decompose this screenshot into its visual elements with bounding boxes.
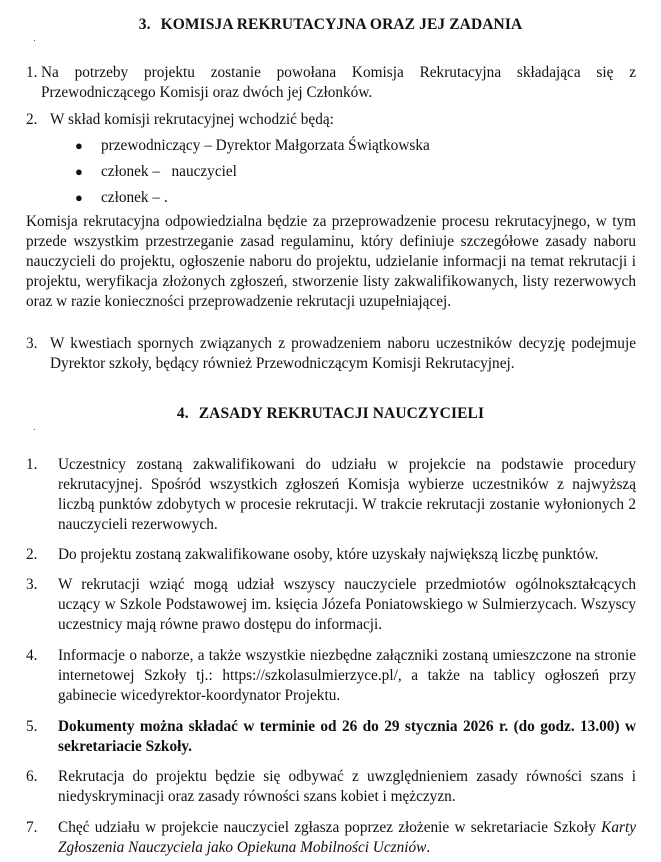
- section-3-title: KOMISJA REKRUTACYJNA ORAZ JEJ ZADANIA: [160, 16, 523, 33]
- bullet-text: przewodniczący – Dyrektor Małgorzata Świątkowska: [101, 137, 430, 154]
- item-number: 1.: [26, 64, 38, 81]
- item-text: W rekrutacji wziąć mogą udział wszyscy nauczyciele przedmiotów ogólnokształcących uczący w Szkole Podstawowej im. księcia Józefa Poniatowskiego w Sulmierzycach. Wszyscy uczestnicy mają równe prawo dostępu do informacji.: [58, 576, 636, 633]
- item-text: Na potrzeby projektu zostanie powołana Komisja Rekrutacyjna składająca się z Przewodniczącego Komisji oraz dwóch jej Członków.: [41, 64, 636, 101]
- bullet-item: [75, 162, 237, 182]
- item-number: 4.: [26, 647, 38, 664]
- item-number: 3.: [26, 335, 38, 352]
- item-text: W kwestiach spornych związanych z prowadzeniem naboru uczestników decyzję podejmuje Dyrektor szkoły, będący również Przewodniczącym Komisji Rekrutacyjnej.: [50, 335, 636, 372]
- bullet-item: [75, 136, 430, 156]
- item-text: Dokumenty można składać w terminie od 26 do 29 stycznia 2026 r. (do godz. 13.00) w sekretariacie Szkoły.: [58, 718, 636, 755]
- form-name: Karty Zgłoszenia Nauczyciela jako Opiekuna Mobilności Uczniów: [58, 819, 636, 856]
- bullet-icon: ●: [75, 138, 83, 153]
- s4-item-3: [26, 575, 636, 635]
- bullet-icon: ●: [75, 190, 83, 205]
- section-3-heading: [0, 16, 661, 34]
- s4-item-1: [26, 455, 636, 535]
- item-number: 3.: [26, 576, 38, 593]
- bullet-text: członek – .: [101, 189, 168, 206]
- item-text: Uczestnicy zostaną zakwalifikowani do udziału w projekcie na podstawie procedury rekrutacyjnej. Spośród wszystkich zgłoszeń Komisja wybierze uczestników z najwyższą liczbą punktów zdobytych w procesie rekrutacji. W trakcie rekrutacji zostanie wyłonionych 2 nauczycieli rezerwowych.: [58, 456, 636, 533]
- item-text: Rekrutacja do projektu będzie się odbywać z uwzględnieniem zasady równości szans i niedyskryminacji oraz zasady równości szans kobiet i mężczyzn.: [58, 768, 636, 805]
- s4-item-5: [26, 717, 636, 757]
- item-text: Do projektu zostaną zakwalifikowane osoby, które uzyskały największą liczbę punktów.: [58, 546, 599, 563]
- item-number: 6.: [26, 768, 38, 785]
- section-3-number: 3.: [138, 16, 151, 33]
- section-4-heading: [0, 405, 661, 423]
- item-text: [58, 818, 636, 858]
- section-4-title: ZASADY REKRUTACJI NAUCZYCIELI: [198, 405, 485, 422]
- item-text: Informacje o naborze, a także wszystkie niezbędne załączniki zostaną umieszczone na stronie internetowej Szkoły tj.: https://szkolasulmierzyce.pl/, a także na tablicy ogłoszeń przy gabinecie wicedyrektor-koordynator Projektu.: [58, 647, 636, 704]
- paragraph-mark: [34, 40, 35, 41]
- s3-item-1: [26, 63, 636, 103]
- s4-item-7: [26, 818, 636, 858]
- item-number: 2.: [26, 111, 38, 128]
- item-number: 1.: [26, 456, 38, 473]
- item-text-plain: Chęć udziału w projekcie nauczyciel zgłasza poprzez złożenie w sekretariacie Szkoły: [58, 819, 602, 836]
- item-text: W skład komisji rekrutacyjnej wchodzić będą:: [50, 111, 334, 128]
- bullet-icon: ●: [75, 164, 83, 179]
- item-number: 5.: [26, 718, 38, 735]
- s4-item-6: [26, 767, 636, 807]
- item-number: 2.: [26, 546, 38, 563]
- s3-item-2: [26, 110, 636, 130]
- paragraph-mark: [34, 429, 35, 430]
- section-4-number: 4.: [176, 405, 189, 422]
- item-text-end: .: [426, 839, 431, 856]
- item-number: 7.: [26, 819, 38, 836]
- committee-paragraph: Komisja rekrutacyjna odpowiedzialna będzie za przeprowadzenie procesu rekrutacyjnego, w tym przede wszystkim przestrzeganie zasad regulaminu, który definiuje szczegółowe zasady naboru nauczycieli do projektu, ogłoszenie naboru do projektu, udzielanie informacji na temat rekrutacji i projektu, weryfikacja złożonych zgłoszeń, stworzenie listy zakwalifikowanych, listy rezerwowych oraz w razie konieczności przeprowadzenie rekrutacji uzupełniającej.: [26, 213, 636, 310]
- bullet-text: członek – nauczyciel: [101, 163, 237, 180]
- s4-item-2: [26, 545, 636, 565]
- bullet-item: [75, 188, 168, 208]
- s3-item-3: [26, 334, 636, 374]
- s4-item-4: [26, 646, 636, 706]
